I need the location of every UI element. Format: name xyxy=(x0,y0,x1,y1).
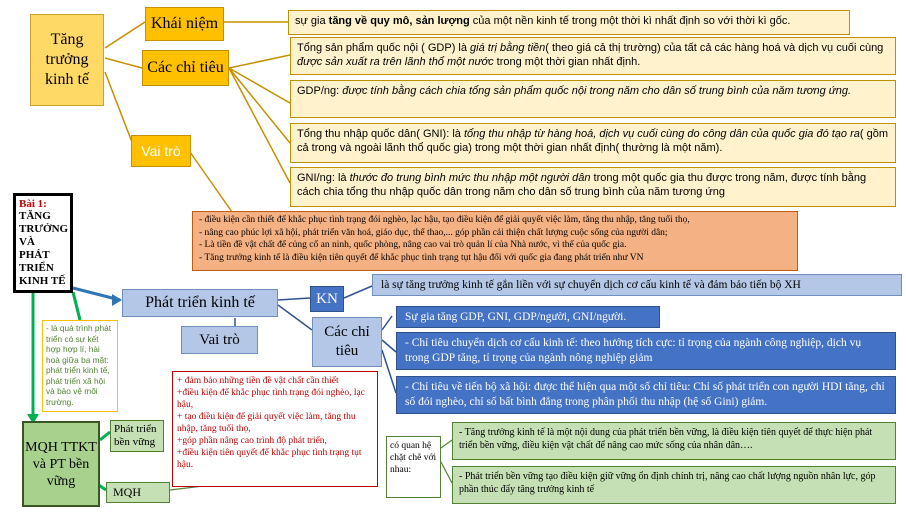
dev-vai-tro-item: + tạo điều kiện để giải quyết việc làm, tăng thu nhập, tăng tuổi thọ, xyxy=(177,412,356,434)
growth-vai-tro-label: Vai trò xyxy=(141,143,181,159)
lesson-number: Bài 1: xyxy=(19,198,47,210)
relation-label: có quan hệ chặt chẽ với nhau: xyxy=(390,441,437,475)
gdp-c: ( theo giá cả thị trường) của tất cả các hàng hoá và dịch vụ cuối cùng xyxy=(545,42,884,54)
dev-indicator-3 xyxy=(396,376,896,414)
gdp-ng-a: GDP/ng: xyxy=(297,85,343,97)
dev-indicator-2 xyxy=(396,332,896,370)
mqh-box xyxy=(106,482,170,503)
development-chi-tieu-box xyxy=(312,317,382,367)
mqh-item-1 xyxy=(452,422,896,460)
gdp-per-capita-box xyxy=(290,80,896,118)
mqh-item-2 xyxy=(452,466,896,504)
def-bold: tăng về quy mô, sản lượng xyxy=(328,15,470,27)
cac-chi-tieu-label: Các chỉ tiêu xyxy=(147,59,224,76)
gni-ng-a: GNI/ng: là xyxy=(297,172,350,184)
growth-vai-tro-box xyxy=(131,135,191,167)
kn-text: là sự tăng trưởng kinh tế gắn liền với sự chuyển dịch cơ cấu kinh tế và đảm bảo tiến bộ XH xyxy=(381,279,801,291)
development-chi-tieu-label: Các chỉ tiêu xyxy=(324,324,370,359)
growth-vai-tro-item: - Là tiền đề vật chất để củng cố an ninh, quốc phòng, nâng cao vai trò quản lí của Nhà nước, vì thế của quốc gia. xyxy=(199,240,627,250)
growth-title: Tăng trưởng kinh tế xyxy=(45,31,89,88)
mqh-title: MQH TTKT và PT bền vững xyxy=(25,439,97,489)
dev-vai-tro-item: +góp phần nâng cao trình độ phát triển, xyxy=(177,436,327,446)
growth-title-box xyxy=(30,14,104,106)
lesson-title-box xyxy=(13,193,73,293)
lesson-title: TĂNG TRƯỞNG VÀ PHÁT TRIỂN KINH TẾ xyxy=(19,210,69,287)
kn-definition xyxy=(372,274,902,296)
development-vai-tro-content xyxy=(172,371,378,487)
khai-niem-box xyxy=(145,7,224,41)
gdp-box xyxy=(290,37,896,75)
sustainable-definition-note xyxy=(42,320,118,412)
dev-indicator-1-text: Sự gia tăng GDP, GNI, GDP/người, GNI/người. xyxy=(405,311,627,323)
mqh-item-2-text: - Phát triển bền vững tạo điều kiện giữ vững ổn định chính trị, nâng cao chất lượng nguồn nhân lực, góp phần thúc đẩy tăng trưởng kinh tế xyxy=(459,471,876,495)
dev-vai-tro-item: +điều kiện để khắc phục tình trạng đói nghèo, lạc hậu, xyxy=(177,388,365,410)
dev-indicator-2-text: - Chỉ tiêu chuyển dịch cơ cấu kinh tế: theo hướng tích cực: tỉ trọng của ngành công nghiệp, dịch vụ trong GDP tăng, tỉ trọng của ngành nông nghiệp giảm xyxy=(405,337,862,364)
sustainable-label: Phát triển bền vững xyxy=(114,423,157,448)
gdp-a: Tổng sản phẩm quốc nội ( GDP) là xyxy=(297,42,471,54)
gni-a: Tổng thu nhập quốc dân( GNI): là xyxy=(297,128,464,140)
growth-vai-tro-item: - điều kiện cần thiết để khắc phục tình trạng đói nghèo, lạc hậu, tạo điều kiện để giải quyết việc làm, tăng thu nhập, tăng tuổi thọ, xyxy=(199,215,690,225)
growth-vai-tro-content xyxy=(192,211,798,271)
gni-ng-c: trong một quốc gia thu được trong năm, được tính bằng cách chia tổng thu nhập quốc dân trong năm cho dân số trung bình của năm tương ứng xyxy=(297,172,867,198)
dev-indicator-1 xyxy=(396,306,660,328)
gni-b: tổng thu nhập từ hàng hoá, dịch vụ cuối cùng do công dân của quốc gia đó tạo ra xyxy=(463,128,860,140)
gni-ng-b: thước đo trung bình mức thu nhập một người dân xyxy=(349,172,591,184)
gdp-b: giá trị bằng tiền xyxy=(470,42,546,54)
sustainable-box xyxy=(110,420,164,452)
mqh-label: MQH xyxy=(113,485,142,499)
kn-label: KN xyxy=(316,290,338,307)
dev-vai-tro-item: +điều kiện tiên quyết để khắc phục tình trạng tụt hậu. xyxy=(177,448,362,470)
development-vai-tro-label: Vai trò xyxy=(199,331,240,348)
growth-vai-tro-item: - nâng cao phúc lợi xã hội, phát triển văn hoá, giáo dục, thể thao,... góp phần cải thiện chất lượng cuộc sống của người dân; xyxy=(199,227,668,238)
def-post: của một nền kinh tế trong một thời kì nhất định so với thời kì gốc. xyxy=(469,15,791,27)
dev-vai-tro-item: + đảm bảo những tiền đề vật chất cần thiết xyxy=(177,376,339,386)
cac-chi-tieu-box xyxy=(142,50,229,86)
gni-box xyxy=(290,123,896,163)
mqh-title-box xyxy=(22,421,100,507)
gdp-ng-b: được tính bằng cách chia tổng sản phẩm quốc nội trong năm cho dân số trung bình của năm tương ứng. xyxy=(342,85,852,97)
development-vai-tro-box xyxy=(181,326,258,354)
sustainable-note-text: - là quá trình phát triển có sự kết hợp hợp lí, hài hoà giữa ba mặt: phát triển kinh tế, phát triển xã hội và bảo vệ môi trường. xyxy=(46,323,112,407)
khai-niem-label: Khái niệm xyxy=(150,15,219,32)
dev-indicator-3-text: - Chỉ tiêu về tiến bộ xã hội: được thể hiện qua một số chỉ tiêu: Chỉ số phát triển con người HDI tăng, chỉ số đói nghèo, chỉ số bất bình đẳng trong phân phối thu nhập (hệ số Gini) giảm. xyxy=(405,381,885,408)
gdp-e: trong một thời gian nhất định. xyxy=(493,56,641,68)
gni-per-capita-box xyxy=(290,167,896,207)
development-title: Phát triển kinh tế xyxy=(145,294,255,311)
gdp-d: được sản xuất ra trên lãnh thổ một nước xyxy=(297,56,494,68)
mqh-item-1-text: - Tăng trưởng kinh tế là một nội dung của phát triển bền vững, là điều kiện tiên quyết để thực hiện phát triển bền vững, điều kiện vật chất để nâng cao mức sống của nhân dân…. xyxy=(459,427,873,451)
def-pre: sự gia xyxy=(295,15,329,27)
development-title-box xyxy=(122,289,278,317)
gni-c: ( gồm cả trong và ngoài lãnh thổ quốc gia) trong một thời gian nhất định( thường là một năm). xyxy=(297,128,888,154)
relation-box xyxy=(386,436,441,498)
growth-vai-tro-item: - Tăng trưởng kinh tế là điều kiện tiên quyết để khắc phục tình trạng tụt hậu đối với quốc gia đang phát triển như VN xyxy=(199,252,644,263)
growth-definition xyxy=(288,10,850,35)
kn-box xyxy=(310,286,344,312)
